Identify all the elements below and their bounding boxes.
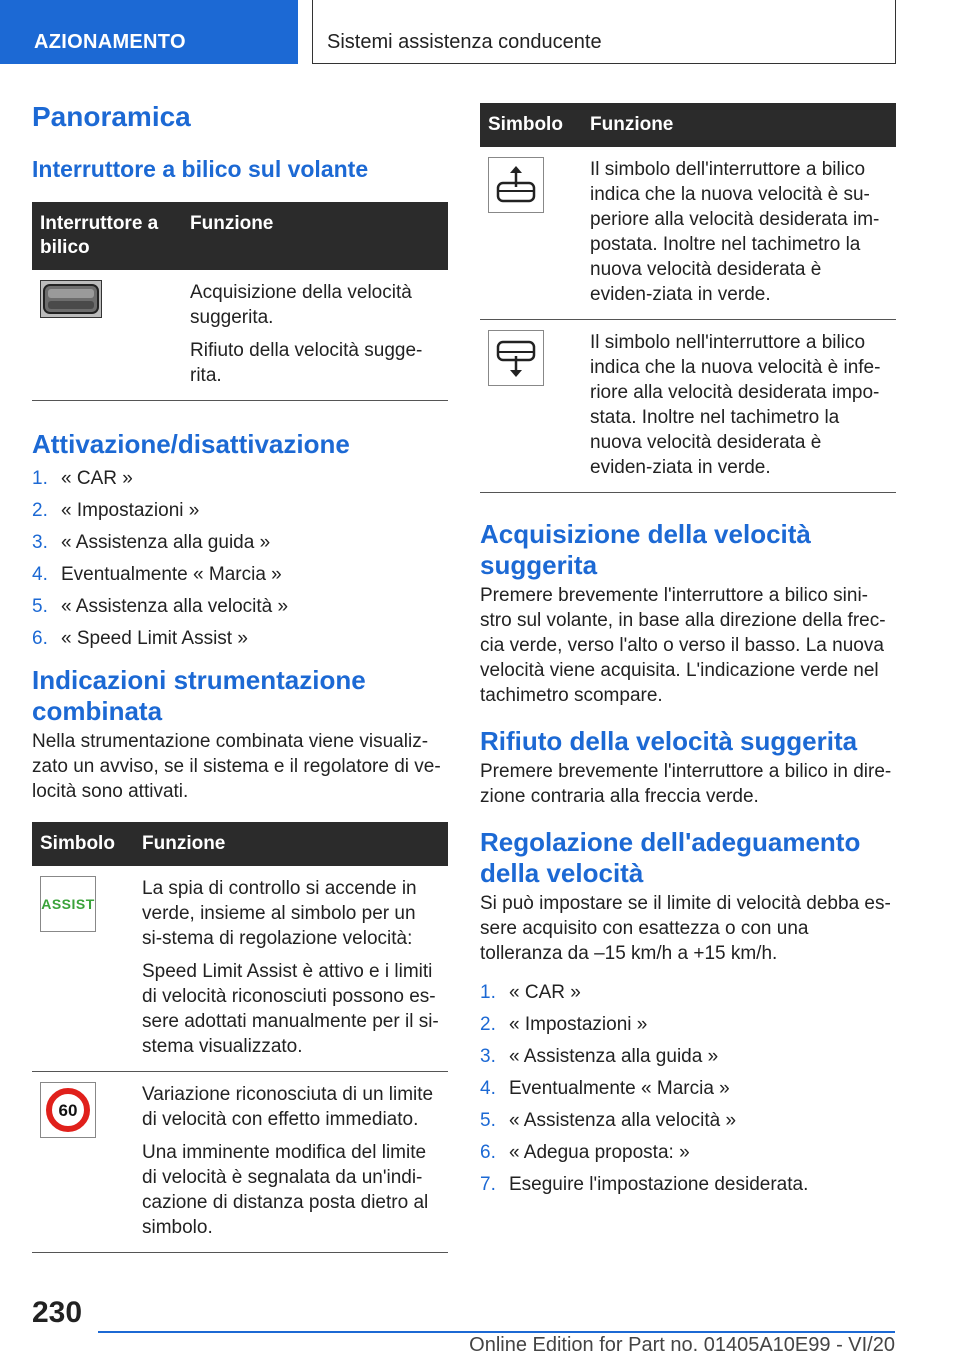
function-text: Speed Limit Assist è attivo e i limiti di velocità riconosciuti possono es-sere adottati manualmente per il si-stema visualizzato. [142, 961, 439, 1057]
arrow-up-icon [488, 157, 544, 213]
table-header-row [32, 202, 448, 270]
symbol-cell [32, 866, 134, 1072]
list-item: 4. Eventualmente « Marcia » [480, 1078, 730, 1099]
table-header-cell: Funzione [182, 202, 448, 270]
table-header-cell: Funzione [582, 103, 896, 147]
indications-heading: Indicazioni strumentazione combinata [32, 665, 366, 726]
rocker-switch-icon [40, 280, 102, 318]
function-text: Acquisizione della velocità suggerita. [190, 282, 412, 328]
table-row [32, 270, 448, 401]
rocker-symbol-table [480, 103, 896, 493]
adjustment-heading: Regolazione dell'adeguamento della velocità [480, 827, 861, 888]
page-header [0, 0, 960, 66]
section-tab[interactable]: AZIONAMENTO [0, 0, 298, 64]
list-item: 5. « Assistenza alla velocità » [32, 596, 289, 617]
list-item: 7. Eseguire l'impostazione desiderata. [480, 1174, 809, 1195]
list-item: 5. « Assistenza alla velocità » [480, 1110, 737, 1131]
symbol-cell [480, 320, 582, 493]
table-header-cell: Simbolo [480, 103, 582, 147]
chapter-title: Sistemi assistenza conducente [312, 0, 896, 64]
symbol-cell [32, 1072, 134, 1253]
indications-text: Nella strumentazione combinata viene visualiz-zato un avviso, se il sistema e il regolatore di ve-locità sono attivati. [32, 731, 441, 802]
table-header-cell: Simbolo [32, 822, 134, 866]
table-header-cell: Funzione [134, 822, 448, 866]
function-text: Rifiuto della velocità sugge-rita. [190, 340, 423, 386]
right-column [480, 103, 896, 1204]
adjustment-text: Si può impostare se il limite di velocità debba es-sere acquisito con esattezza o con una tolleranza da –15 km/h a +15 km/h. [480, 893, 891, 964]
table-row [480, 147, 896, 320]
table-row [480, 320, 896, 493]
speed-limit-sign-icon: 60 [40, 1082, 96, 1138]
list-item: 1. « CAR » [480, 982, 581, 1003]
list-item: 3. « Assistenza alla guida » [480, 1046, 719, 1067]
list-item: 1. « CAR » [32, 468, 133, 489]
table-header-row [32, 822, 448, 866]
left-column [32, 100, 448, 1253]
page-number: 230 [32, 1296, 83, 1329]
table-header-cell: Interruttore a bilico [32, 202, 182, 270]
assist-icon: ASSIST [40, 876, 96, 932]
symbol-table [32, 822, 448, 1253]
arrow-down-icon [488, 330, 544, 386]
rocker-switch-table [32, 202, 448, 401]
list-item: 3. « Assistenza alla guida » [32, 532, 271, 553]
page-title: Panoramica [32, 101, 191, 132]
table-row [32, 866, 448, 1072]
function-text: Una imminente modifica del limite di velocità è segnalata da un'indi-cazione di distanza posta dietro al simbolo. [142, 1142, 429, 1238]
section-subtitle: Interruttore a bilico sul volante [32, 156, 369, 182]
symbol-cell [480, 147, 582, 320]
adjustment-steps [480, 980, 896, 1197]
function-cell [582, 147, 896, 320]
activation-steps [32, 466, 448, 651]
function-text: Variazione riconosciuta di un limite di velocità con effetto immediato. [142, 1084, 434, 1130]
function-cell [134, 1072, 448, 1253]
function-text: Il simbolo dell'interruttore a bilico indica che la nuova velocità è su-periore alla velocità desiderata im-postata. Inoltre nel tachimetro la nuova velocità desiderata è eviden-ziata in verde. [590, 159, 880, 305]
edition-text: Online Edition for Part no. 01405A10E99 - VI/20 [469, 1334, 895, 1356]
function-cell [182, 270, 448, 401]
function-cell [134, 866, 448, 1072]
function-cell [582, 320, 896, 493]
list-item: 2. « Impostazioni » [32, 500, 200, 521]
symbol-cell [32, 270, 182, 401]
function-text: La spia di controllo si accende in verde, insieme al simbolo per un si-stema di regolazione velocità: [142, 878, 417, 949]
table-row [32, 1072, 448, 1253]
rejection-heading: Rifiuto della velocità suggerita [480, 726, 858, 756]
acquisition-text: Premere brevemente l'interruttore a bilico sini-stro sul volante, in base alla direzione della frec-cia verde, verso l'alto o verso il basso. La nuova velocità viene acquisita. L'indicazione verde nel tachimetro scompare. [480, 585, 886, 706]
function-text: Il simbolo nell'interruttore a bilico indica che la nuova velocità è infe-riore alla velocità desiderata impo-stata. Inoltre nel tachimetro la nuova velocità desiderata è eviden-ziata in verde. [590, 332, 881, 478]
list-item: 6. « Speed Limit Assist » [32, 628, 248, 649]
list-item: 6. « Adegua proposta: » [480, 1142, 690, 1163]
table-header-row [480, 103, 896, 147]
list-item: 2. « Impostazioni » [480, 1014, 648, 1035]
acquisition-heading: Acquisizione della velocità suggerita [480, 519, 811, 580]
list-item: 4. Eventualmente « Marcia » [32, 564, 282, 585]
rejection-text: Premere brevemente l'interruttore a bilico in dire-zione contraria alla freccia verde. [480, 761, 892, 807]
activation-heading: Attivazione/disattivazione [32, 429, 350, 459]
